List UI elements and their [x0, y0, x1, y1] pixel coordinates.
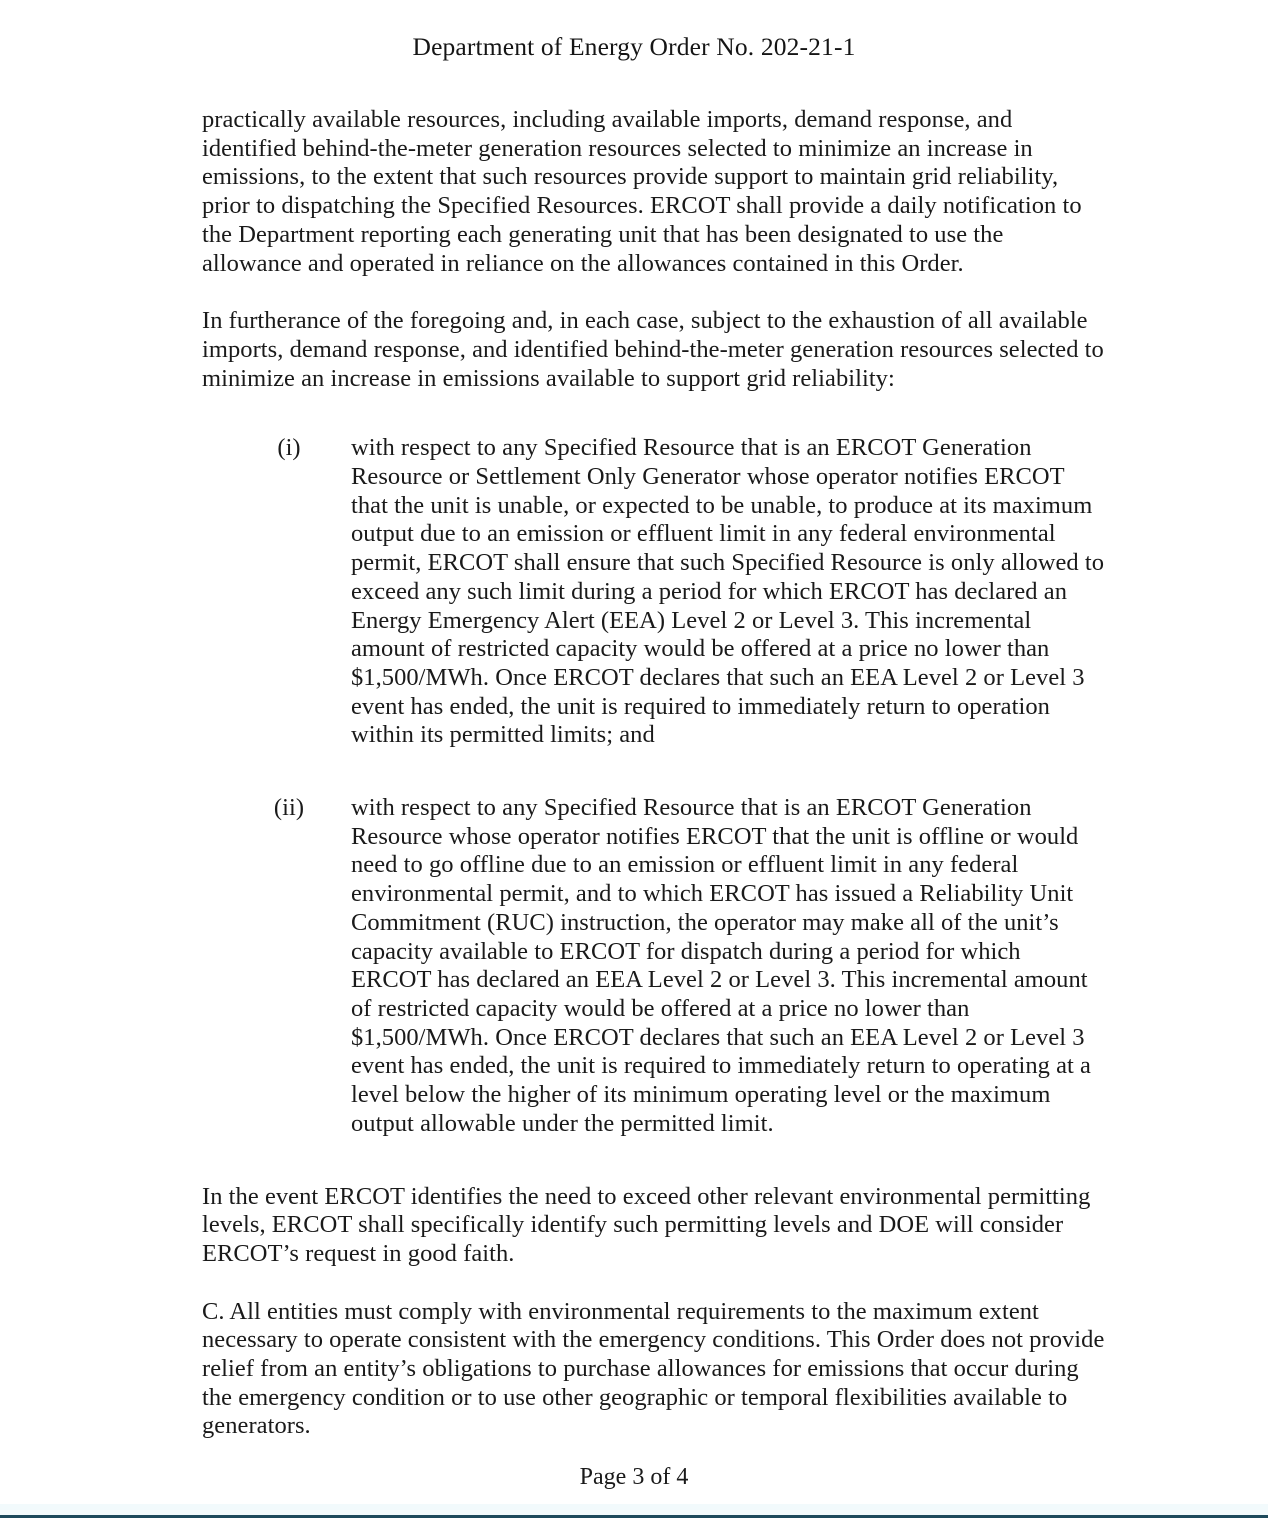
list-item-marker-ii: (ii) — [273, 794, 305, 822]
list-item — [202, 794, 1106, 1138]
page-header: Department of Energy Order No. 202-21-1 — [412, 32, 856, 61]
page-footer: Page 3 of 4 — [579, 1464, 689, 1490]
roman-numeral-list — [202, 434, 1106, 1138]
list-item-text-ii: with respect to any Specified Resource that is an ERCOT Generation Resource whose operator notifies ERCOT that the unit is offline or would need to go offline due to an emission or effluent limit in any federal environmental permit, and to which ERCOT has issued a Reliability Unit Commitment (RUC) instruction, the operator may make all of the unit’s capacity available to ERCOT for dispatch during a period for which ERCOT has declared an EEA Level 2 or Level 3. This incremental amount of restricted capacity would be offered at a price no lower than $1,500/MWh. Once ERCOT declares that such an EEA Level 2 or Level 3 event has ended, the unit is required to immediately return to operating at a level below the higher of its minimum operating level or the maximum output allowable under the permitted limit. — [351, 794, 1091, 1137]
paragraph-in-furtherance: In furtherance of the foregoing and, in each case, subject to the exhaustion of all available imports, demand response, and identified behind-the-meter generation resources selected to minimize an increase in emissions available to support grid reliability: — [202, 307, 1104, 392]
list-spacer — [202, 422, 1106, 434]
list-item — [202, 434, 1106, 750]
list-item-text-i: with respect to any Specified Resource that is an ERCOT Generation Resource or Settlement Only Generator whose operator notifies ERCOT that the unit is unable, or expected to be unable, to produce at its maximum output due to an emission or effluent limit in any federal environmental permit, ERCOT shall ensure that such Specified Resource is only allowed to exceed any such limit during a period for which ERCOT has declared an Energy Emergency Alert (EEA) Level 2 or Level 3. This incremental amount of restricted capacity would be offered at a price no lower than $1,500/MWh. Once ERCOT declares that such an EEA Level 2 or Level 3 event has ended, the unit is required to immediately return to operation within its permitted limits; and — [351, 434, 1105, 749]
paragraph-in-the-event-ercot: In the event ERCOT identifies the need to exceed other relevant environmental permitting levels, ERCOT shall specifically identify such permitting levels and DOE will consider ERCOT’s request in good faith. — [202, 1182, 1091, 1267]
bottom-edge-rule — [0, 1515, 1268, 1518]
list-item-marker-i: (i) — [277, 434, 301, 462]
document-body — [202, 106, 1106, 1441]
paragraph-practically-available-resources: practically available resources, including available imports, demand response, and identified behind-the-meter generation resources selected to minimize an increase in emissions, to the extent that such resources provide support to maintain grid reliability, prior to dispatching the Specified Resources. ERCOT shall provide a daily notification to the Department reporting each generating unit that has been designated to use the allowance and operated in reliance on the allowances contained in this Order. — [202, 106, 1082, 277]
paragraph-c-environmental-compliance: C. All entities must comply with environmental requirements to the maximum extent necessary to operate consistent with the emergency conditions. This Order does not provide relief from an entity’s obligations to purchase allowances for emissions that occur during the emergency condition or to use other geographic or temporal flexibilities available to generators. — [202, 1297, 1105, 1440]
